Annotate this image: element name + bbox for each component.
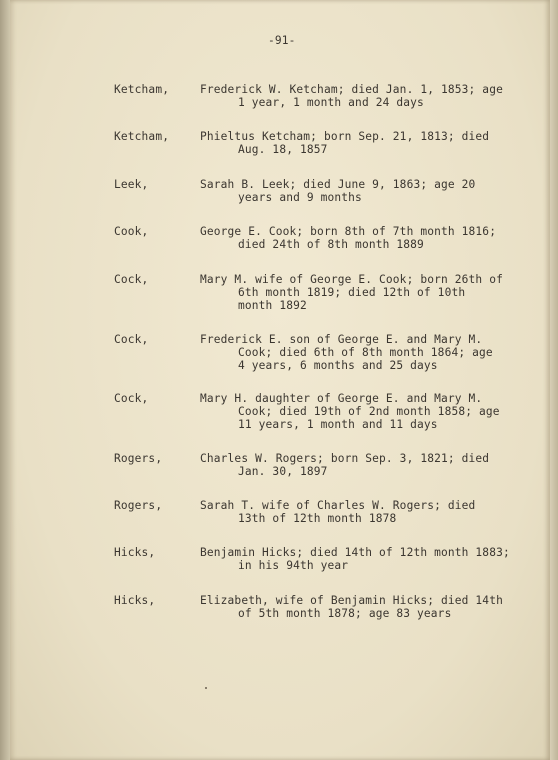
record-description [200,83,540,109]
record-line: in his 94th year [238,559,349,572]
record-surname: Hicks, [114,594,156,607]
record-description [200,546,540,572]
record-line: Frederick E. son of George E. and Mary M. [200,333,483,346]
document-page [10,0,550,760]
record-line: 6th month 1819; died 12th of 10th [238,286,466,299]
paper-speck [205,687,207,689]
record-surname: Rogers, [114,499,163,512]
record-description [200,499,540,525]
record-line: Frederick W. Ketcham; died Jan. 1, 1853; age [200,83,503,96]
record-line: Sarah T. wife of Charles W. Rogers; died [200,499,476,512]
record-surname: Leek, [114,178,149,191]
record-line: George E. Cook; born 8th of 7th month 1816; [200,225,497,238]
record-surname: Cook, [114,225,149,238]
record-line: 13th of 12th month 1878 [238,512,397,525]
page-number: -91- [268,34,296,47]
record-line: of 5th month 1878; age 83 years [238,607,452,620]
record-line: Charles W. Rogers; born Sep. 3, 1821; died [200,452,490,465]
record-line: Jan. 30, 1897 [238,465,328,478]
record-description [200,452,540,478]
record-line: Aug. 18, 1857 [238,143,328,156]
record-line: Mary M. wife of George E. Cook; born 26th of [200,273,503,286]
record-line: Elizabeth, wife of Benjamin Hicks; died 14th [200,594,503,607]
record-surname: Cock, [114,273,149,286]
record-surname: Hicks, [114,546,156,559]
record-line: Cook; died 6th of 8th month 1864; age [238,346,493,359]
record-line: years and 9 months [238,191,362,204]
record-line: 11 years, 1 month and 11 days [238,418,438,431]
record-surname: Ketcham, [114,130,170,143]
record-line: Mary H. daughter of George E. and Mary M. [200,392,483,405]
record-line: Phieltus Ketcham; born Sep. 21, 1813; died [200,130,490,143]
record-line: month 1892 [238,299,307,312]
record-line: 4 years, 6 months and 25 days [238,359,438,372]
record-description [200,273,540,312]
record-line: Cook; died 19th of 2nd month 1858; age [238,405,500,418]
record-description [200,594,540,620]
record-line: Benjamin Hicks; died 14th of 12th month 1883; [200,546,510,559]
record-surname: Cock, [114,333,149,346]
record-line: Sarah B. Leek; died June 9, 1863; age 20 [200,178,476,191]
record-line: died 24th of 8th month 1889 [238,238,424,251]
record-line: 1 year, 1 month and 24 days [238,96,424,109]
record-description [200,130,540,156]
page-edge [550,0,558,760]
record-surname: Rogers, [114,452,163,465]
record-description [200,225,540,251]
record-description [200,392,540,431]
record-description [200,333,540,372]
record-surname: Cock, [114,392,149,405]
book-binding [0,0,10,760]
record-description [200,178,540,204]
record-surname: Ketcham, [114,83,170,96]
